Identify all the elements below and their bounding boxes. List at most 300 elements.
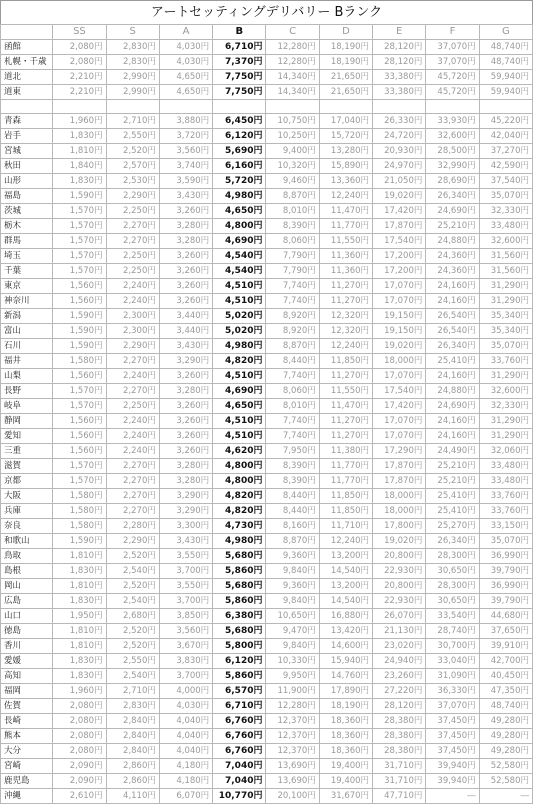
price-cell: 3,290円 — [159, 489, 212, 504]
price-cell: 4,650円 — [159, 70, 212, 85]
price-cell-b: 5,720円 — [213, 174, 266, 189]
empty-cell — [53, 100, 106, 114]
price-cell: 1,810円 — [53, 144, 106, 159]
price-cell: 2,090円 — [53, 774, 106, 789]
price-cell: 11,470円 — [319, 204, 372, 219]
price-cell: 28,500円 — [426, 144, 479, 159]
price-cell: 17,540円 — [373, 384, 426, 399]
price-cell: 14,340円 — [266, 85, 319, 100]
price-cell: 2,550円 — [106, 654, 159, 669]
price-cell: 19,400円 — [319, 774, 372, 789]
price-cell: 35,340円 — [479, 309, 532, 324]
price-cell: 3,260円 — [159, 264, 212, 279]
price-cell: 24,160円 — [426, 369, 479, 384]
price-cell: 4,040円 — [159, 744, 212, 759]
price-cell: 1,810円 — [53, 639, 106, 654]
price-cell: 14,540円 — [319, 564, 372, 579]
price-cell: 17,540円 — [373, 234, 426, 249]
price-cell: 10,750円 — [266, 114, 319, 129]
price-cell: 28,300円 — [426, 579, 479, 594]
price-cell: 18,000円 — [373, 489, 426, 504]
price-cell: 23,260円 — [373, 669, 426, 684]
price-cell: 20,800円 — [373, 549, 426, 564]
price-cell: 14,540円 — [319, 594, 372, 609]
table-row — [1, 234, 533, 249]
column-header-f: F — [426, 25, 479, 40]
price-cell: 35,070円 — [479, 534, 532, 549]
price-cell: 25,210円 — [426, 459, 479, 474]
price-cell-b: 4,980円 — [213, 534, 266, 549]
price-cell-b: 5,680円 — [213, 549, 266, 564]
region-name: 鹿児島 — [1, 774, 53, 789]
table-row — [1, 444, 533, 459]
price-cell: 19,020円 — [373, 534, 426, 549]
column-header-s: S — [106, 25, 159, 40]
region-name: 福岡 — [1, 684, 53, 699]
price-cell: 48,740円 — [479, 40, 532, 55]
price-cell: 24,160円 — [426, 414, 479, 429]
price-cell: 4,030円 — [159, 55, 212, 70]
price-cell: 3,430円 — [159, 534, 212, 549]
table-row — [1, 789, 533, 804]
price-cell: 9,360円 — [266, 579, 319, 594]
price-cell: 2,250円 — [106, 399, 159, 414]
price-cell: 33,760円 — [479, 354, 532, 369]
price-cell: 24,690円 — [426, 204, 479, 219]
price-cell: 8,390円 — [266, 459, 319, 474]
price-cell: 37,450円 — [426, 729, 479, 744]
price-cell: 32,330円 — [479, 204, 532, 219]
price-cell: 3,830円 — [159, 654, 212, 669]
price-cell-b: 4,980円 — [213, 189, 266, 204]
price-cell: 1,580円 — [53, 354, 106, 369]
price-cell: 2,290円 — [106, 189, 159, 204]
price-cell: 2,090円 — [53, 759, 106, 774]
region-name: 愛媛 — [1, 654, 53, 669]
empty-cell — [479, 100, 532, 114]
price-cell: 1,570円 — [53, 249, 106, 264]
price-cell: 28,380円 — [373, 744, 426, 759]
price-cell: 1,950円 — [53, 609, 106, 624]
price-cell: 3,290円 — [159, 504, 212, 519]
price-cell: 30,650円 — [426, 564, 479, 579]
region-name: 山口 — [1, 609, 53, 624]
region-name: 茨城 — [1, 204, 53, 219]
price-cell: 25,410円 — [426, 489, 479, 504]
price-cell: 14,340円 — [266, 70, 319, 85]
price-cell: 7,740円 — [266, 369, 319, 384]
price-cell: 3,590円 — [159, 174, 212, 189]
price-cell: 28,380円 — [373, 714, 426, 729]
price-cell: 3,260円 — [159, 294, 212, 309]
spacer-row — [1, 100, 533, 114]
price-cell: 3,300円 — [159, 519, 212, 534]
price-cell: 24,160円 — [426, 429, 479, 444]
price-cell: 2,520円 — [106, 579, 159, 594]
price-cell: 1,960円 — [53, 684, 106, 699]
price-cell: ― — [426, 789, 479, 804]
price-cell: 1,580円 — [53, 489, 106, 504]
price-cell-b: 4,690円 — [213, 384, 266, 399]
price-cell: 7,740円 — [266, 279, 319, 294]
price-cell: 31,090円 — [426, 669, 479, 684]
table-row — [1, 639, 533, 654]
price-cell-b: 4,540円 — [213, 249, 266, 264]
table-row — [1, 114, 533, 129]
price-cell: 32,600円 — [479, 384, 532, 399]
price-cell: 35,340円 — [479, 324, 532, 339]
price-cell: 33,150円 — [479, 519, 532, 534]
price-cell: 2,290円 — [106, 534, 159, 549]
price-cell: 3,440円 — [159, 309, 212, 324]
price-cell: 3,260円 — [159, 414, 212, 429]
price-cell-b: 4,690円 — [213, 234, 266, 249]
price-cell-b: 6,120円 — [213, 654, 266, 669]
table-row — [1, 369, 533, 384]
price-cell: 6,070円 — [159, 789, 212, 804]
price-cell: 18,190円 — [319, 55, 372, 70]
price-cell-b: 7,750円 — [213, 70, 266, 85]
price-cell: 3,280円 — [159, 474, 212, 489]
price-cell: 37,270円 — [479, 144, 532, 159]
price-cell: 48,740円 — [479, 699, 532, 714]
price-cell: 17,290円 — [373, 444, 426, 459]
price-cell: 2,240円 — [106, 279, 159, 294]
price-cell: 1,590円 — [53, 324, 106, 339]
price-cell: 35,070円 — [479, 189, 532, 204]
price-cell: 3,260円 — [159, 279, 212, 294]
price-cell: 24,490円 — [426, 444, 479, 459]
region-name: 香川 — [1, 639, 53, 654]
column-header-a: A — [159, 25, 212, 40]
price-cell: 3,280円 — [159, 219, 212, 234]
price-cell: 31,290円 — [479, 429, 532, 444]
price-cell: 22,930円 — [373, 564, 426, 579]
price-cell-b: 6,760円 — [213, 714, 266, 729]
price-cell: 2,830円 — [106, 699, 159, 714]
price-cell: 33,480円 — [479, 219, 532, 234]
price-cell: 4,030円 — [159, 40, 212, 55]
price-cell: 32,600円 — [479, 234, 532, 249]
price-cell: 24,360円 — [426, 264, 479, 279]
price-cell: 2,610円 — [53, 789, 106, 804]
region-name: 山梨 — [1, 369, 53, 384]
empty-cell — [1, 100, 53, 114]
price-cell: 3,260円 — [159, 204, 212, 219]
region-name: 岡山 — [1, 579, 53, 594]
price-cell: 1,960円 — [53, 114, 106, 129]
price-cell: 28,740円 — [426, 624, 479, 639]
price-cell: 33,380円 — [373, 85, 426, 100]
price-cell: 2,300円 — [106, 324, 159, 339]
price-cell: 20,930円 — [373, 144, 426, 159]
price-cell: 2,250円 — [106, 204, 159, 219]
price-cell: 15,890円 — [319, 159, 372, 174]
price-cell: 24,160円 — [426, 294, 479, 309]
price-cell: 3,280円 — [159, 234, 212, 249]
region-name: 岩手 — [1, 129, 53, 144]
price-cell: 33,760円 — [479, 489, 532, 504]
price-cell: 19,150円 — [373, 324, 426, 339]
price-cell: 1,570円 — [53, 234, 106, 249]
region-name: 宮崎 — [1, 759, 53, 774]
price-cell: 14,600円 — [319, 639, 372, 654]
price-cell: 1,570円 — [53, 474, 106, 489]
price-cell: 16,880円 — [319, 609, 372, 624]
price-cell-b: 4,510円 — [213, 369, 266, 384]
table-row — [1, 55, 533, 70]
price-cell: 8,870円 — [266, 189, 319, 204]
price-cell: 8,010円 — [266, 204, 319, 219]
price-cell: 24,970円 — [373, 159, 426, 174]
price-cell: 3,280円 — [159, 384, 212, 399]
price-cell: 17,200円 — [373, 249, 426, 264]
price-cell: 2,520円 — [106, 624, 159, 639]
price-cell: 19,020円 — [373, 189, 426, 204]
table-row — [1, 279, 533, 294]
column-header-e: E — [373, 25, 426, 40]
price-cell: 17,070円 — [373, 429, 426, 444]
price-cell: 22,930円 — [373, 594, 426, 609]
rate-table-body — [1, 40, 533, 804]
region-name: 徳島 — [1, 624, 53, 639]
price-cell: 7,740円 — [266, 294, 319, 309]
price-cell: 7,790円 — [266, 264, 319, 279]
price-cell: 33,480円 — [479, 474, 532, 489]
region-name: 京都 — [1, 474, 53, 489]
price-cell: 2,240円 — [106, 414, 159, 429]
price-cell: 11,270円 — [319, 279, 372, 294]
region-name: 奈良 — [1, 519, 53, 534]
price-cell: 1,580円 — [53, 504, 106, 519]
price-cell: 4,040円 — [159, 714, 212, 729]
region-name: 鳥取 — [1, 549, 53, 564]
price-cell: 8,390円 — [266, 219, 319, 234]
table-row — [1, 729, 533, 744]
price-cell-b: 4,800円 — [213, 459, 266, 474]
price-cell: 31,290円 — [479, 414, 532, 429]
price-cell: 8,010円 — [266, 399, 319, 414]
price-cell: 3,850円 — [159, 609, 212, 624]
price-cell: 13,360円 — [319, 174, 372, 189]
price-cell: 26,340円 — [426, 339, 479, 354]
price-cell: 3,430円 — [159, 189, 212, 204]
header-row — [1, 25, 533, 40]
price-cell: 13,200円 — [319, 549, 372, 564]
price-cell: 12,370円 — [266, 744, 319, 759]
price-cell: 2,830円 — [106, 40, 159, 55]
column-header-region — [1, 25, 53, 40]
price-cell: 31,710円 — [373, 774, 426, 789]
price-cell: 42,040円 — [479, 129, 532, 144]
empty-cell — [106, 100, 159, 114]
price-cell: 11,900円 — [266, 684, 319, 699]
price-cell: 12,240円 — [319, 339, 372, 354]
price-cell: 24,880円 — [426, 384, 479, 399]
price-cell: 49,280円 — [479, 729, 532, 744]
table-row — [1, 459, 533, 474]
price-cell: 18,360円 — [319, 714, 372, 729]
table-row — [1, 474, 533, 489]
table-row — [1, 654, 533, 669]
price-cell: 2,270円 — [106, 504, 159, 519]
price-cell: 1,570円 — [53, 264, 106, 279]
price-cell: 11,850円 — [319, 504, 372, 519]
price-cell-b: 6,120円 — [213, 129, 266, 144]
price-cell: 8,060円 — [266, 384, 319, 399]
region-name: 高知 — [1, 669, 53, 684]
price-cell-b: 7,040円 — [213, 774, 266, 789]
price-cell: ― — [479, 789, 532, 804]
price-cell: 24,940円 — [373, 654, 426, 669]
price-cell: 1,810円 — [53, 549, 106, 564]
price-cell-b: 10,770円 — [213, 789, 266, 804]
price-cell: 2,270円 — [106, 459, 159, 474]
price-cell: 27,220円 — [373, 684, 426, 699]
price-cell: 17,870円 — [373, 219, 426, 234]
price-cell: 1,590円 — [53, 534, 106, 549]
region-name: 函館 — [1, 40, 53, 55]
price-cell: 21,650円 — [319, 85, 372, 100]
price-cell: 49,280円 — [479, 714, 532, 729]
price-cell-b: 4,820円 — [213, 354, 266, 369]
price-cell-b: 4,650円 — [213, 204, 266, 219]
price-cell: 28,120円 — [373, 40, 426, 55]
price-cell: 4,000円 — [159, 684, 212, 699]
price-cell: 2,250円 — [106, 264, 159, 279]
price-cell: 30,700円 — [426, 639, 479, 654]
table-row — [1, 384, 533, 399]
price-cell: 1,590円 — [53, 309, 106, 324]
price-cell-b: 4,510円 — [213, 279, 266, 294]
price-cell-b: 4,650円 — [213, 399, 266, 414]
price-cell: 31,560円 — [479, 249, 532, 264]
price-cell-b: 4,820円 — [213, 504, 266, 519]
price-cell: 17,070円 — [373, 294, 426, 309]
price-cell: 2,830円 — [106, 55, 159, 70]
price-cell: 3,440円 — [159, 324, 212, 339]
price-cell: 25,210円 — [426, 474, 479, 489]
price-cell: 3,880円 — [159, 114, 212, 129]
price-cell: 2,080円 — [53, 55, 106, 70]
price-cell: 33,760円 — [479, 504, 532, 519]
price-cell: 11,770円 — [319, 459, 372, 474]
price-cell: 26,070円 — [373, 609, 426, 624]
price-cell: 12,320円 — [319, 324, 372, 339]
price-cell: 52,580円 — [479, 774, 532, 789]
price-cell: 37,070円 — [426, 40, 479, 55]
price-cell: 13,690円 — [266, 774, 319, 789]
price-cell: 3,720円 — [159, 129, 212, 144]
price-cell: 1,570円 — [53, 384, 106, 399]
price-cell: 2,300円 — [106, 309, 159, 324]
price-cell-b: 6,710円 — [213, 40, 266, 55]
column-header-g: G — [479, 25, 532, 40]
price-cell: 9,840円 — [266, 594, 319, 609]
region-name: 埼玉 — [1, 249, 53, 264]
price-cell: 12,320円 — [319, 309, 372, 324]
table-row — [1, 159, 533, 174]
price-cell-b: 4,980円 — [213, 339, 266, 354]
price-cell: 32,060円 — [479, 444, 532, 459]
price-cell: 12,370円 — [266, 729, 319, 744]
price-cell-b: 5,680円 — [213, 579, 266, 594]
price-cell: 33,040円 — [426, 654, 479, 669]
price-cell: 19,020円 — [373, 339, 426, 354]
region-name: 佐賀 — [1, 699, 53, 714]
price-cell: 12,240円 — [319, 534, 372, 549]
region-name: 和歌山 — [1, 534, 53, 549]
price-cell: 31,560円 — [479, 264, 532, 279]
price-cell: 2,840円 — [106, 714, 159, 729]
price-cell: 26,340円 — [426, 534, 479, 549]
price-cell: 1,560円 — [53, 429, 106, 444]
price-cell: 3,560円 — [159, 144, 212, 159]
price-cell: 2,080円 — [53, 729, 106, 744]
price-cell: 9,840円 — [266, 564, 319, 579]
price-cell: 40,450円 — [479, 669, 532, 684]
price-cell: 3,700円 — [159, 594, 212, 609]
table-row — [1, 564, 533, 579]
price-cell: 11,550円 — [319, 384, 372, 399]
price-cell-b: 4,510円 — [213, 414, 266, 429]
price-cell: 52,580円 — [479, 759, 532, 774]
price-cell: 30,650円 — [426, 594, 479, 609]
price-cell: 2,270円 — [106, 219, 159, 234]
price-cell: 2,270円 — [106, 234, 159, 249]
price-cell-b: 6,380円 — [213, 609, 266, 624]
region-name: 宮城 — [1, 144, 53, 159]
price-cell: 11,270円 — [319, 369, 372, 384]
price-cell: 49,280円 — [479, 744, 532, 759]
price-cell: 7,740円 — [266, 414, 319, 429]
table-row — [1, 504, 533, 519]
price-cell: 20,100円 — [266, 789, 319, 804]
table-row — [1, 534, 533, 549]
price-cell: 1,570円 — [53, 399, 106, 414]
region-name: 広島 — [1, 594, 53, 609]
empty-cell — [426, 100, 479, 114]
price-cell: 33,380円 — [373, 70, 426, 85]
price-cell: 36,990円 — [479, 579, 532, 594]
price-cell: 25,210円 — [426, 219, 479, 234]
price-cell-b: 5,860円 — [213, 564, 266, 579]
price-cell: 17,800円 — [373, 519, 426, 534]
price-cell: 2,990円 — [106, 70, 159, 85]
price-cell: 45,720円 — [426, 85, 479, 100]
price-cell: 1,560円 — [53, 294, 106, 309]
price-cell: 9,840円 — [266, 639, 319, 654]
price-cell: 2,860円 — [106, 774, 159, 789]
price-cell: 3,290円 — [159, 354, 212, 369]
price-cell: 33,540円 — [426, 609, 479, 624]
price-cell: 26,340円 — [426, 189, 479, 204]
table-row — [1, 414, 533, 429]
price-cell: 28,120円 — [373, 699, 426, 714]
region-name: 福島 — [1, 189, 53, 204]
price-cell: 2,240円 — [106, 429, 159, 444]
price-cell: 11,770円 — [319, 474, 372, 489]
price-cell: 4,180円 — [159, 759, 212, 774]
price-cell: 10,330円 — [266, 654, 319, 669]
table-row — [1, 249, 533, 264]
price-cell-b: 4,510円 — [213, 294, 266, 309]
price-cell: 37,450円 — [426, 744, 479, 759]
price-cell: 11,380円 — [319, 444, 372, 459]
table-row — [1, 579, 533, 594]
table-row — [1, 339, 533, 354]
price-cell: 9,470円 — [266, 624, 319, 639]
